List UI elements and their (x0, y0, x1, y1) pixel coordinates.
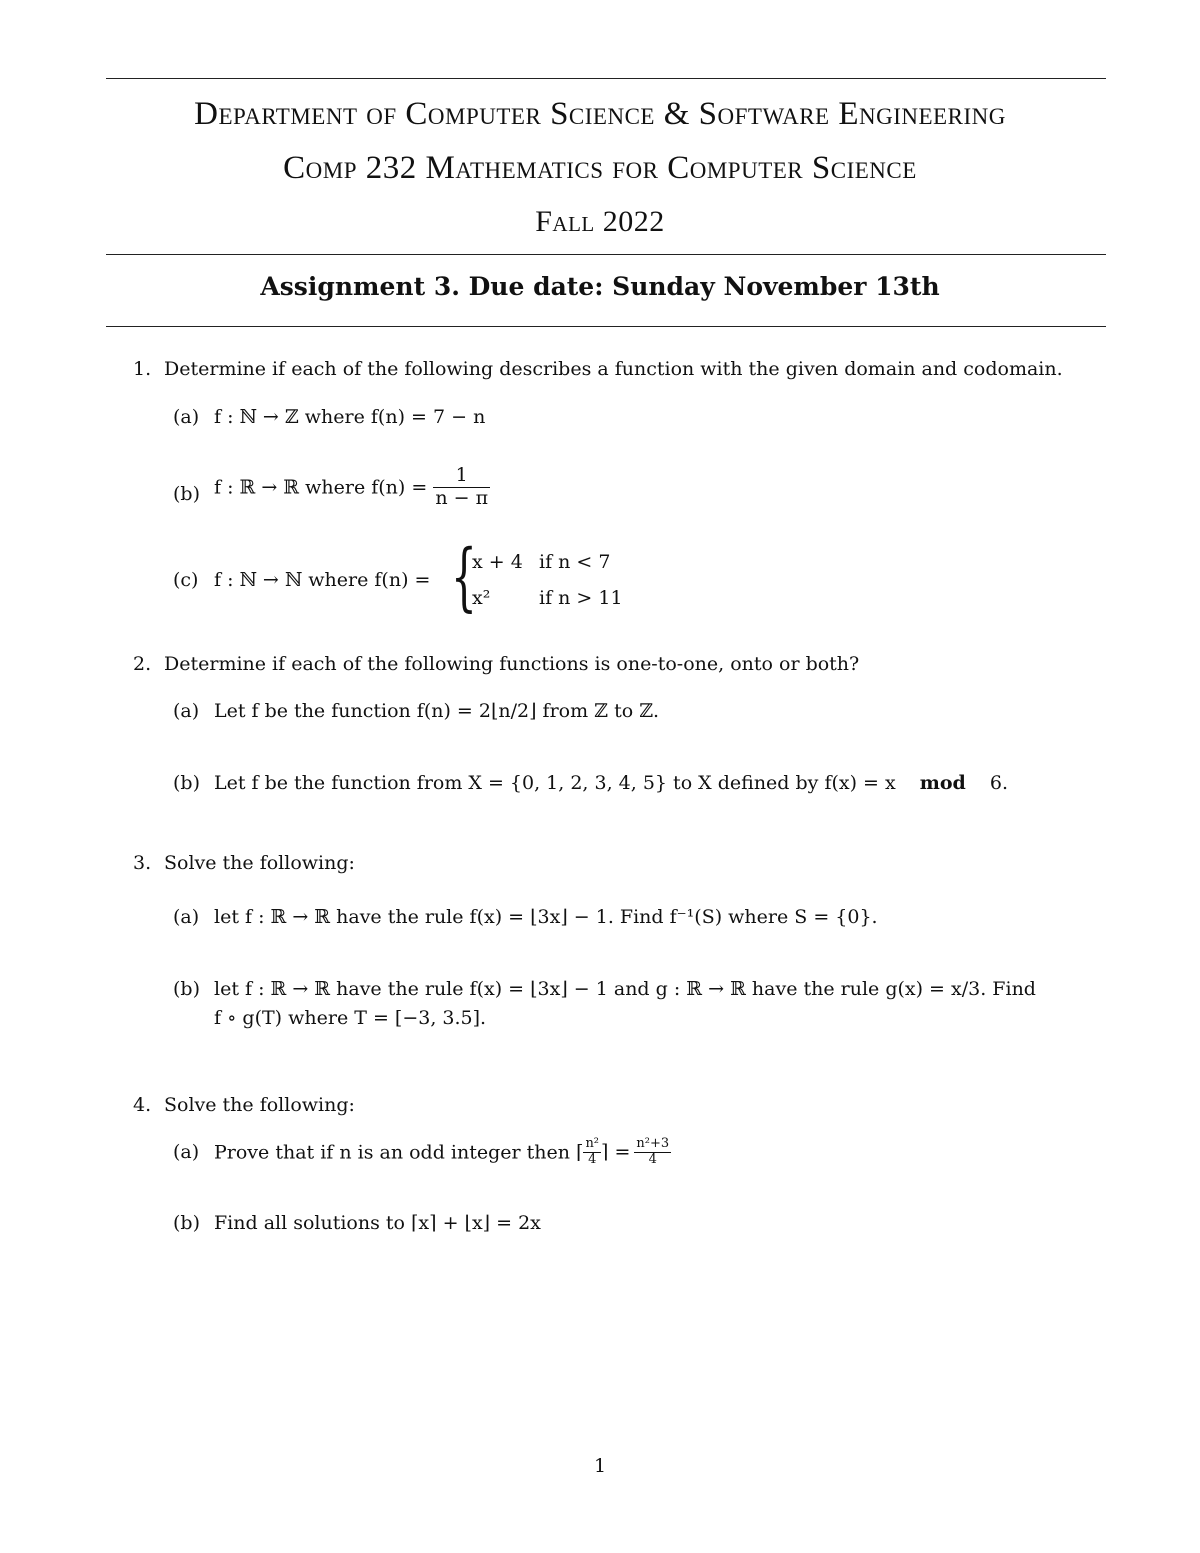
q4a-label: (a) (173, 1141, 200, 1163)
q2a-text: Let f be the function f(n) = 2⌊n/2⌋ from ℤ to ℤ. (214, 700, 660, 722)
q2b-mod: mod (919, 772, 966, 794)
q1b-text (214, 465, 490, 510)
question-1-prompt: Determine if each of the following describes a function with the given domain and codomain. (164, 358, 1063, 380)
q1b-denominator: n − π (435, 486, 489, 509)
question-4-prompt: Solve the following: (164, 1094, 355, 1116)
q4a-fraction-1 (583, 1137, 601, 1168)
q4a-frac1-den: 4 (583, 1152, 601, 1168)
q1a-text: f : ℕ → ℤ where f(n) = 7 − n (214, 406, 486, 428)
q3b-line1: let f : ℝ → ℝ have the rule f(x) = ⌊3x⌋ − 1 and g : ℝ → ℝ have the rule g(x) = x/3. Find (214, 978, 1036, 1000)
q1c-case1-cond: if n < 7 (539, 551, 611, 573)
q3a-text: let f : ℝ → ℝ have the rule f(x) = ⌊3x⌋ − 1. Find f⁻¹(S) where S = {0}. (214, 906, 878, 928)
q4b-label: (b) (173, 1212, 200, 1234)
top-rule (106, 78, 1106, 79)
q4a-fraction-2 (634, 1137, 671, 1168)
q1a-label: (a) (173, 406, 200, 428)
q4a-mid: ⌉ = (601, 1141, 631, 1164)
q2b-text-after: 6. (989, 772, 1009, 794)
department-title: Department of Computer Science & Software Engineering (194, 96, 1006, 132)
header-rule (106, 254, 1106, 255)
q3b-label: (b) (173, 978, 200, 1000)
q2b-text (214, 770, 1008, 796)
q1b-fraction (433, 465, 490, 510)
q1c-lhs: f : ℕ → ℕ where f(n) = (214, 569, 431, 591)
q4a-text (214, 1137, 671, 1168)
q3b-line2: f ∘ g(T) where T = [−3, 3.5]. (214, 1007, 487, 1029)
q1b-lhs: f : ℝ → ℝ where f(n) = (214, 476, 428, 499)
q2a-label: (a) (173, 700, 200, 722)
q1b-numerator: 1 (455, 464, 468, 486)
question-3-prompt: Solve the following: (164, 852, 355, 874)
q4a-text-before: Prove that if n is an odd integer then ⌈ (214, 1141, 584, 1164)
question-2-number: 2. (133, 653, 152, 675)
q1c-case1-expr: x + 4 (472, 551, 523, 573)
q1c-case2-cond: if n > 11 (539, 587, 623, 609)
q2b-text-before: Let f be the function from X = {0, 1, 2, 3, 4, 5} to X defined by f(x) = x (214, 772, 896, 794)
question-3-number: 3. (133, 852, 152, 874)
q3a-label: (a) (173, 906, 200, 928)
q1c-case2-expr: x² (472, 587, 491, 609)
q4a-frac2-num: n²+3 (636, 1136, 670, 1151)
q4b-text: Find all solutions to ⌈x⌉ + ⌊x⌋ = 2x (214, 1212, 541, 1234)
term: Fall 2022 (535, 205, 665, 238)
q4a-frac1-num: n² (585, 1136, 600, 1151)
assignment-title: Assignment 3. Due date: Sunday November 13th (260, 272, 940, 301)
assignment-rule (106, 326, 1106, 327)
question-1-number: 1. (133, 358, 152, 380)
q1b-label: (b) (173, 483, 200, 505)
q1c-left-brace: { (451, 534, 477, 620)
q1c-label: (c) (173, 569, 199, 591)
page-number: 1 (593, 1455, 607, 1477)
question-4-number: 4. (133, 1094, 152, 1116)
q4a-frac2-den: 4 (634, 1152, 671, 1168)
q2b-label: (b) (173, 772, 200, 794)
course-title: Comp 232 Mathematics for Computer Science (283, 150, 917, 186)
question-2-prompt: Determine if each of the following functions is one-to-one, onto or both? (164, 653, 860, 675)
